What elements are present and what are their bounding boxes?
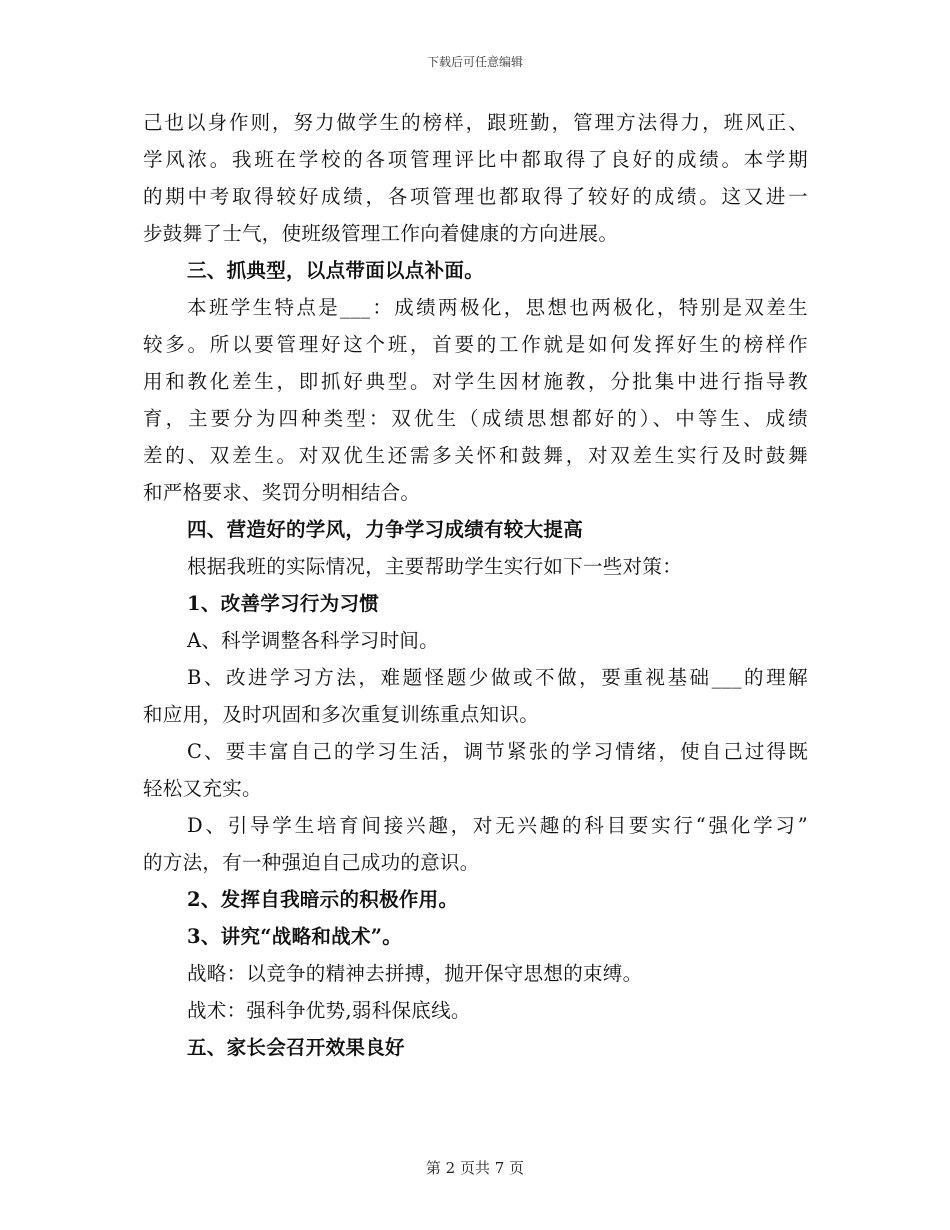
page-footer: 第 2 页共 7 页 [425, 1159, 525, 1177]
paragraph-line: 的方法，有一种强迫自己成功的意识。 [143, 851, 480, 874]
paragraph-line: 轻松又充实。 [143, 777, 262, 800]
paragraph-line: 较多。所以要管理好这个班，首要的工作就是如何发挥好生的榜样作 [143, 333, 808, 356]
paragraph-line: 育，主要分为四种类型：双优生（成绩思想都好的）、中等生、成绩 [143, 407, 808, 430]
paragraph-line: 己也以身作则，努力做学生的榜样，跟班勤，管理方法得力，班风正、 [143, 111, 808, 134]
section-heading: 三、抓典型，以点带面以点补面。 [187, 259, 485, 282]
paragraph-line: 的期中考取得较好成绩，各项管理也都取得了较好的成绩。这又进一 [143, 185, 808, 208]
paragraph-line: C、要丰富自己的学习生活，调节紧张的学习情绪，使自己过得既 [187, 740, 808, 763]
page-header: 下载后可任意编辑 [426, 55, 523, 69]
section-heading: 五、家长会召开效果良好 [187, 1036, 405, 1059]
paragraph-line: 战术：强科争优势,弱科保底线。 [187, 999, 471, 1022]
section-heading: 3、讲究“战略和战术”。 [187, 925, 403, 948]
paragraph-line: 本班学生特点是___：成绩两极化，思想也两极化，特别是双差生 [187, 296, 808, 319]
section-heading: 四、营造好的学风，力争学习成绩有较大提高 [187, 518, 584, 541]
paragraph-line: A、科学调整各科学习时间。 [187, 629, 439, 652]
paragraph-line: 战略：以竞争的精神去拼搏，抛开保守思想的束缚。 [187, 962, 643, 985]
document-body [143, 104, 808, 1066]
paragraph-line: 和严格要求、奖罚分明相结合。 [143, 481, 421, 504]
paragraph-line: 用和教化差生，即抓好典型。对学生因材施教，分批集中进行指导教 [143, 370, 808, 393]
paragraph-line: 和应用，及时巩固和多次重复训练重点知识。 [143, 703, 540, 726]
paragraph-line: D、引导学生培育间接兴趣，对无兴趣的科目要实行“强化学习” [187, 814, 808, 837]
paragraph-line: B、改进学习方法，难题怪题少做或不做，要重视基础___的理解 [187, 666, 808, 689]
paragraph-line: 学风浓。我班在学校的各项管理评比中都取得了良好的成绩。本学期 [143, 148, 808, 171]
section-heading: 2、发挥自我暗示的积极作用。 [187, 888, 459, 911]
section-heading: 1、改善学习行为习惯 [187, 592, 380, 615]
paragraph-line: 步鼓舞了士气，使班级管理工作向着健康的方向进展。 [143, 222, 619, 245]
paragraph-line: 根据我班的实际情况，主要帮助学生实行如下一些对策： [187, 555, 683, 578]
paragraph-line: 差的、双差生。对双优生还需多关怀和鼓舞，对双差生实行及时鼓舞 [143, 444, 808, 467]
